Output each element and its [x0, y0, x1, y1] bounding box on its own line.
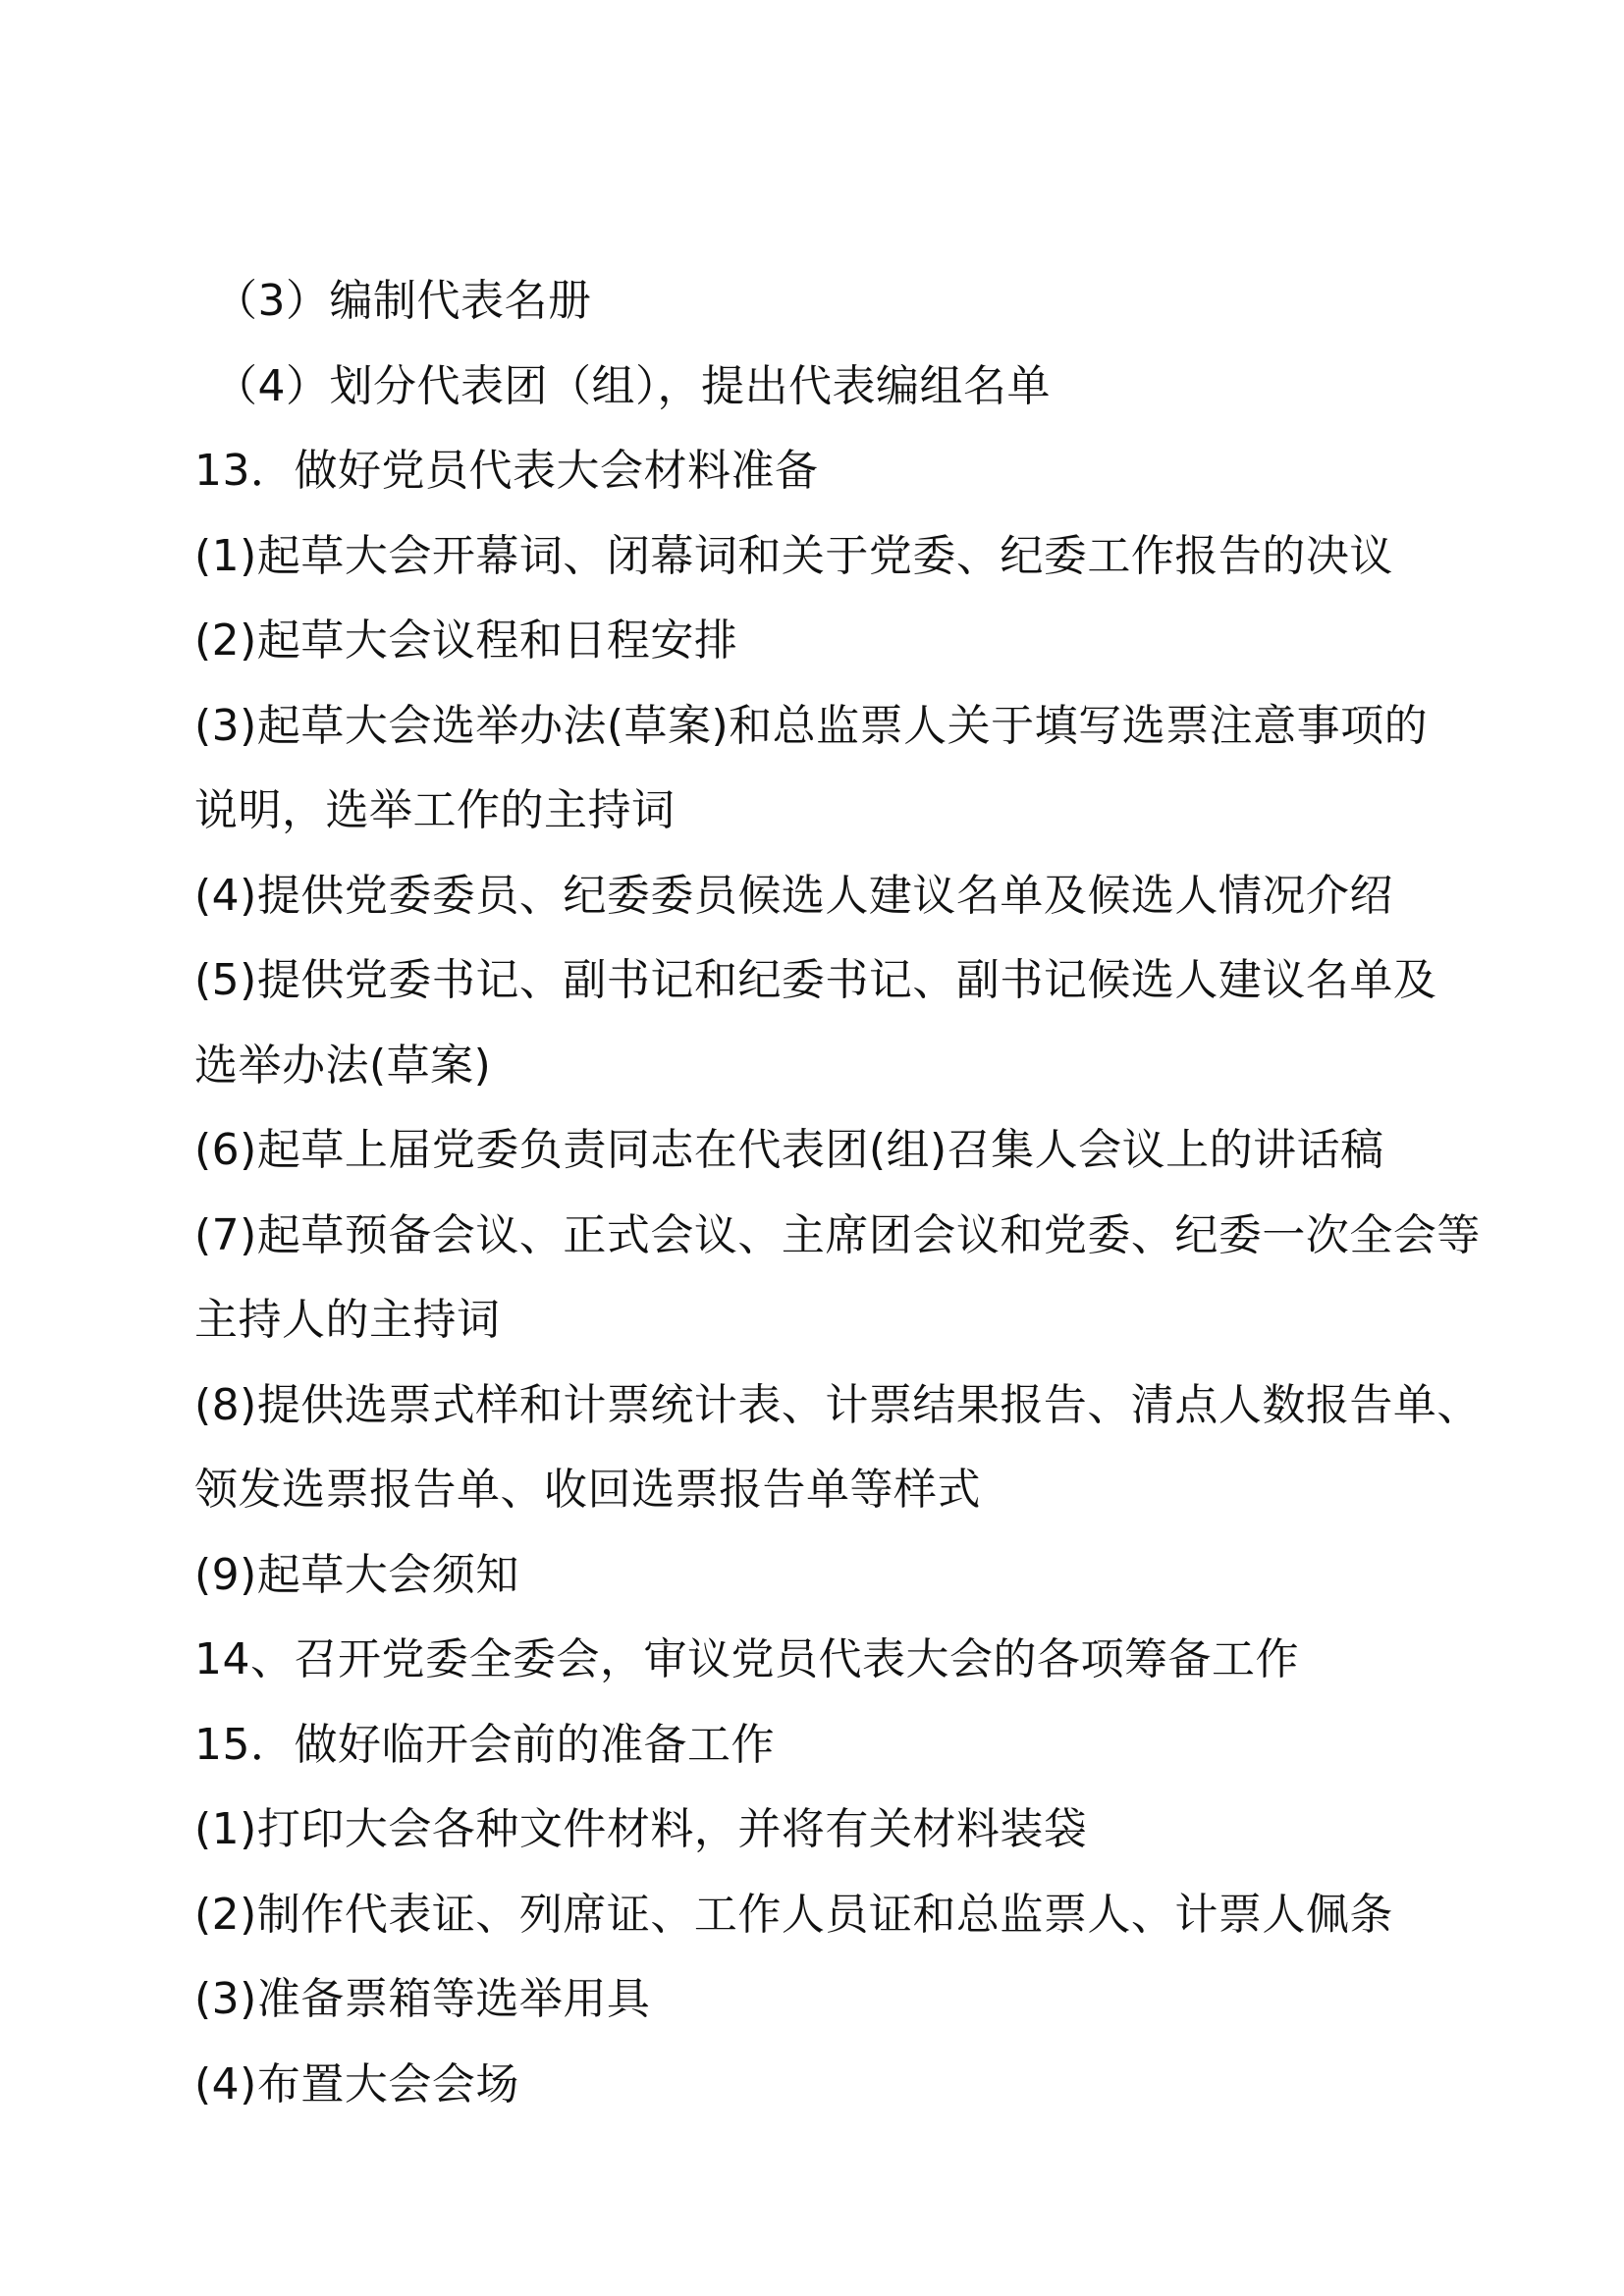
- list-item-sub: （3）编制代表名册: [214, 276, 592, 326]
- list-item: (4)提供党委委员、纪委委员候选人建议名单及候选人情况介绍: [194, 870, 1393, 921]
- list-item: (3)起草大会选举办法(草案)和总监票人关于填写选票注意事项的: [194, 700, 1429, 751]
- list-item: (1)打印大会各种文件材料，并将有关材料装袋: [194, 1804, 1088, 1854]
- list-item: (8)提供选票式样和计票统计表、计票结果报告、清点人数报告单、: [194, 1379, 1481, 1430]
- list-item: (6)起草上届党委负责同志在代表团(组)召集人会议上的讲话稿: [194, 1125, 1384, 1175]
- list-item-continuation: 领发选票报告单、收回选票报告单等样式: [194, 1465, 981, 1515]
- list-item-continuation: 说明，选举工作的主持词: [194, 785, 676, 835]
- section-heading: 15．做好临开会前的准备工作: [194, 1719, 775, 1770]
- list-item: (9)起草大会须知: [194, 1549, 519, 1600]
- list-item-continuation: 主持人的主持词: [194, 1295, 501, 1345]
- list-item: (1)起草大会开幕词、闭幕词和关于党委、纪委工作报告的决议: [194, 530, 1393, 581]
- document-body: [194, 259, 1481, 2127]
- list-item: (2)起草大会议程和日程安排: [194, 615, 738, 666]
- list-item: (7)起草预备会议、正式会议、主席团会议和党委、纪委一次全会等: [194, 1209, 1481, 1260]
- section-heading: 13．做好党员代表大会材料准备: [194, 446, 819, 496]
- list-item: (2)制作代表证、列席证、工作人员证和总监票人、计票人佩条: [194, 1889, 1393, 1940]
- section-heading: 14、召开党委全委会，审议党员代表大会的各项筹备工作: [194, 1634, 1299, 1684]
- list-item: (5)提供党委书记、副书记和纪委书记、副书记候选人建议名单及: [194, 955, 1437, 1005]
- list-item: (3)准备票箱等选举用具: [194, 1974, 651, 2024]
- list-item: (4)布置大会会场: [194, 2058, 519, 2109]
- list-item-continuation: 选举办法(草案): [194, 1040, 492, 1091]
- list-item-sub: （4）划分代表团（组），提出代表编组名单: [214, 360, 1051, 411]
